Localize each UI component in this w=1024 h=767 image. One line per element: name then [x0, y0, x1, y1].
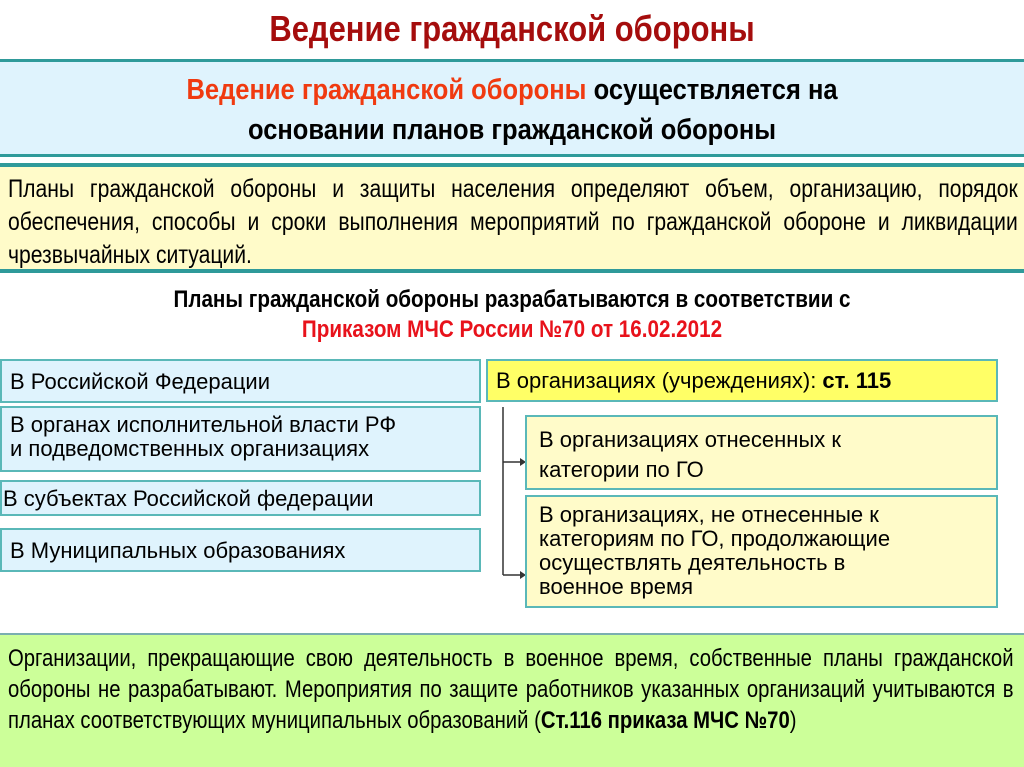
banner-highlight: Ведение гражданской обороны [186, 74, 587, 106]
page-title: Ведение гражданской обороны [269, 8, 755, 49]
level-label: и подведомственных организациях [10, 436, 370, 461]
banner-line2: основании планов гражданской обороны [247, 114, 777, 146]
org-text: В организациях, не отнесенные к [539, 502, 879, 527]
level-russian-federation [0, 359, 481, 403]
organizations-header-text: В организациях (учреждениях): [496, 368, 823, 393]
intro-banner [0, 59, 1024, 157]
banner-rest: осуществляется на [586, 74, 838, 106]
org-text: В организациях отнесенных к [539, 427, 842, 452]
bottom-note-text: Организации, прекращающие свою деятельность в военное время, собственные планы гражданской обороны не разрабатывают. Мероприятия по защите работников указанных организаций учитываются в планах соответствующих муниципальных образований ( [8, 645, 1014, 734]
level-federal-subjects [0, 480, 481, 516]
bottom-note-close: ) [789, 707, 797, 734]
org-text: военное время [539, 574, 693, 599]
org-text: категориям по ГО, продолжающие [539, 526, 891, 551]
decree-heading [72, 285, 953, 345]
plans-definition-text: Планы гражданской обороны и защиты населения определяют объем, организацию, порядок обеспечения, способы и сроки выполнения мероприятий по гражданской обороне и ликвидации чрезвычайных ситуаций. [8, 175, 1018, 269]
decree-line1: Планы гражданской обороны разрабатываются в соответствии с [173, 286, 851, 313]
level-municipalities [0, 528, 481, 572]
org-categorized-box [525, 415, 998, 490]
level-label: В субъектах Российской федерации [3, 486, 374, 511]
plans-definition-box [0, 163, 1024, 273]
level-label: В Муниципальных образованиях [10, 538, 346, 563]
org-text: категории по ГО [539, 457, 704, 482]
decree-reference: Приказом МЧС России №70 от 16.02.2012 [301, 316, 723, 343]
org-uncategorized-box [525, 495, 998, 608]
organizations-header [486, 359, 998, 402]
level-label: В Российской Федерации [10, 369, 271, 394]
organizations-article: ст. 115 [822, 368, 892, 393]
level-executive-bodies [0, 406, 481, 472]
level-label: В органах исполнительной власти РФ [10, 412, 397, 437]
bottom-note-reference: Ст.116 приказа МЧС №70 [540, 707, 790, 734]
bottom-note-box [0, 633, 1024, 767]
org-text: осуществлять деятельность в [539, 550, 846, 575]
